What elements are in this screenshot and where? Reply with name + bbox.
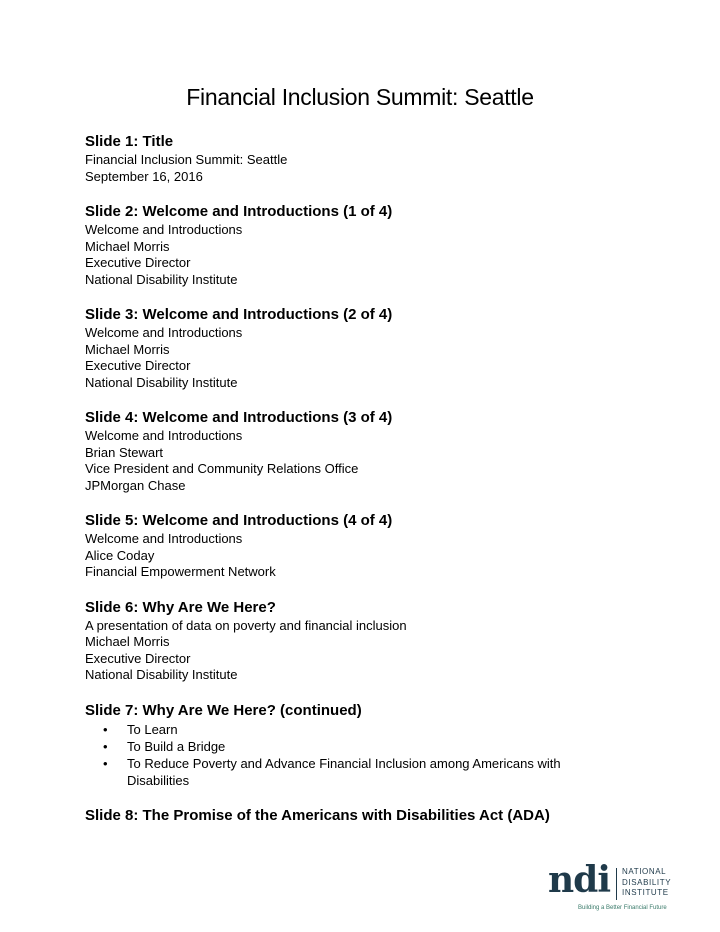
slide-6-line: A presentation of data on poverty and financial inclusion <box>85 617 407 633</box>
list-item <box>85 755 607 789</box>
list-item <box>85 721 607 738</box>
slide-2-line: Executive Director <box>85 255 191 270</box>
slide-4-line: Welcome and Introductions <box>85 428 243 443</box>
slide-2-heading: Slide 2: Welcome and Introductions (1 of 4) <box>85 203 393 220</box>
slide-5-line: Alice Coday <box>85 547 155 563</box>
logo-wordmark <box>622 867 671 899</box>
slide-5-line: Financial Empowerment Network <box>85 564 276 579</box>
slide-3-line: Welcome and Introductions <box>85 325 243 340</box>
list-item <box>85 738 607 755</box>
ndi-logo <box>548 859 678 914</box>
slide-6-line: National Disability Institute <box>85 667 238 682</box>
slide-8-heading: Slide 8: The Promise of the Americans with Disabilities Act (ADA) <box>85 806 550 824</box>
slide-2-line: Welcome and Introductions <box>85 222 243 237</box>
slide-4-heading: Slide 4: Welcome and Introductions (3 of 4) <box>85 409 393 426</box>
logo-word: NATIONAL <box>622 867 667 876</box>
slide-1-line: Financial Inclusion Summit: Seattle <box>85 152 288 167</box>
slide-2-section <box>85 202 645 288</box>
logo-word: INSTITUTE <box>622 888 669 897</box>
slide-4-section <box>85 408 645 494</box>
slide-3-section <box>85 305 645 391</box>
bullet-text: To Learn <box>127 721 178 737</box>
logo-mark: ndi <box>548 859 611 901</box>
slide-4-line: Vice President and Community Relations Office <box>85 461 359 476</box>
logo-divider <box>616 868 617 900</box>
bullet-icon: • <box>103 738 108 754</box>
logo-word: DISABILITY <box>622 877 672 887</box>
slide-1-heading: Slide 1: Title <box>85 133 174 150</box>
bullet-text: To Reduce Poverty and Advance Financial Inclusion among Americans with Disabilities <box>127 755 561 788</box>
document-title: Financial Inclusion Summit: Seattle <box>186 84 534 110</box>
slide-4-line: Brian Stewart <box>85 444 164 460</box>
slide-1-section <box>85 132 645 185</box>
slide-3-line: National Disability Institute <box>85 374 238 390</box>
slide-6-line: Executive Director <box>85 650 191 666</box>
slide-7-heading: Slide 7: Why Are We Here? (continued) <box>85 701 362 719</box>
bullet-icon: • <box>103 721 108 737</box>
slide-5-line: Welcome and Introductions <box>85 531 243 546</box>
bullet-icon: • <box>103 755 108 771</box>
slide-6-line: Michael Morris <box>85 634 170 649</box>
slide-4-line: JPMorgan Chase <box>85 477 186 493</box>
slide-7-bullet-list <box>85 721 645 789</box>
slide-3-heading: Slide 3: Welcome and Introductions (2 of 4) <box>85 306 393 323</box>
bullet-text: To Build a Bridge <box>127 738 226 754</box>
slide-6-section <box>85 598 645 684</box>
slide-3-line: Executive Director <box>85 358 191 373</box>
slide-1-line: September 16, 2016 <box>85 168 203 184</box>
slide-2-line: Michael Morris <box>85 238 170 254</box>
slide-3-line: Michael Morris <box>85 341 170 357</box>
slide-7-section <box>85 701 645 789</box>
slide-5-section <box>85 511 645 581</box>
logo-tagline: Building a Better Financial Future <box>578 905 667 911</box>
slide-6-heading: Slide 6: Why Are We Here? <box>85 598 276 616</box>
slide-outline <box>85 132 645 843</box>
slide-2-line: National Disability Institute <box>85 271 238 287</box>
slide-5-heading: Slide 5: Welcome and Introductions (4 of 4) <box>85 512 393 529</box>
slide-8-section <box>85 806 645 826</box>
